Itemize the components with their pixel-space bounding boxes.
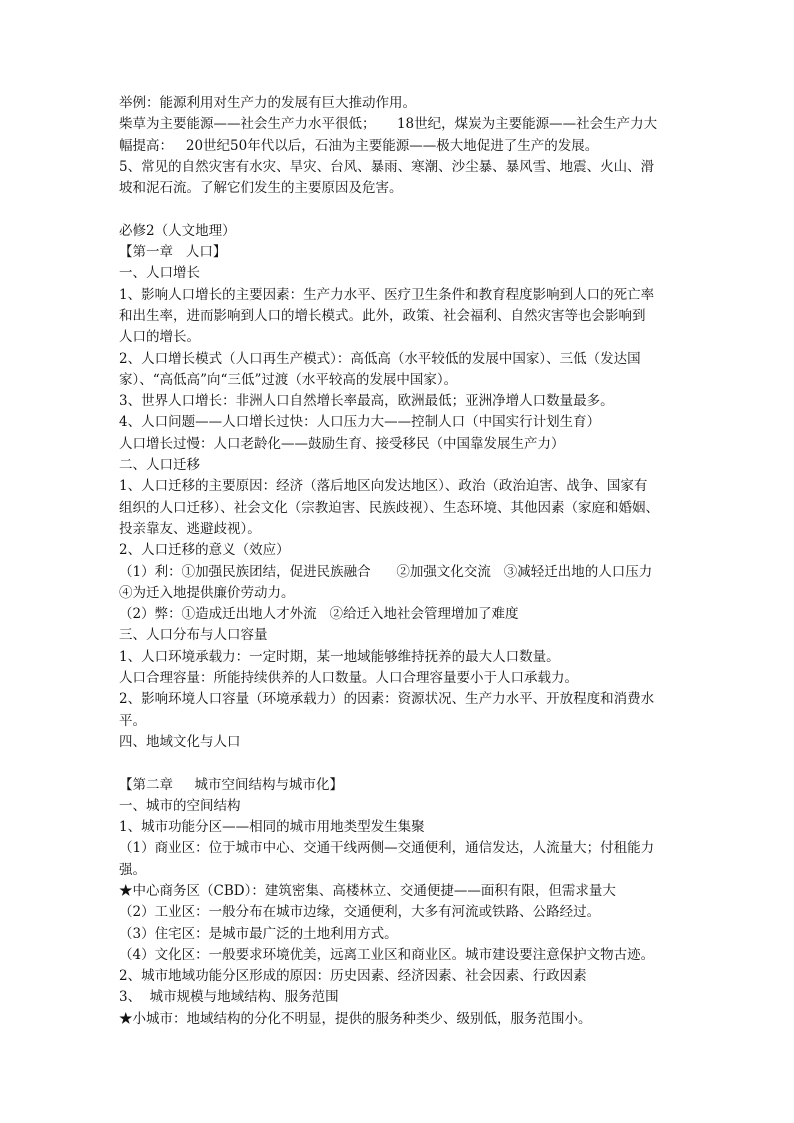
text-line: （3）住宅区：是城市最广泛的土地利用方式。 <box>119 925 398 942</box>
text-line: （1）利：①加强民族团结，促进民族融合 ②加强文化交流 ③减轻迁出地的人口压力 <box>119 563 653 580</box>
text-line: （2）工业区：一般分布在城市边缘，交通便利，大多有河流或铁路、公路经过。 <box>119 904 601 921</box>
subsection-heading: 三、人口分布与人口容量 <box>119 627 268 644</box>
text-line: 坡和泥石流。了解它们发生的主要原因及危害。 <box>119 180 403 197</box>
text-line: 人口的增长。 <box>119 329 200 346</box>
text-line: 4、人口问题——人口增长过快：人口压力大——控制人口（中国实行计划生育） <box>119 414 601 431</box>
text-line: 家）、“高低高”向“三低”过渡（水平较高的发展中国家）。 <box>119 371 458 388</box>
text-line: （2）弊：①造成迁出地人才外流 ②给迁入地社会管理增加了难度 <box>119 606 519 623</box>
section-title: 必修2（人文地理） <box>119 222 236 239</box>
subsection-heading: 一、人口增长 <box>119 265 200 282</box>
text-line: （4）文化区：一般要求环境优美，远离工业区和商业区。城市建设要注意保护文物古迹。 <box>119 946 655 963</box>
text-line: 2、影响环境人口容量（环境承载力）的因素：资源状况、生产力水平、开放程度和消费水 <box>119 691 655 708</box>
chapter-heading: 【第二章 城市空间结构与城市化】 <box>119 776 343 793</box>
text-line: 人口增长过慢：人口老龄化——鼓励生育、接受移民（中国靠发展生产力） <box>119 435 565 452</box>
text-line: 1、影响人口增长的主要因素：生产力水平、医疗卫生条件和教育程度影响到人口的死亡率 <box>119 286 655 303</box>
text-line: 1、城市功能分区——相同的城市用地类型发生集聚 <box>119 819 425 836</box>
text-line: 2、城市地域功能分区形成的原因：历史因素、经济因素、社会因素、行政因素 <box>119 968 587 985</box>
text-line: 和出生率，进而影响到人口的增长模式。此外，政策、社会福利、自然灾害等也会影响到 <box>119 307 646 324</box>
text-line: 1、人口迁移的主要原因：经济（落后地区向发达地区）、政治（政治迫害、战争、国家有 <box>119 478 648 495</box>
blank-line <box>119 199 679 220</box>
text-line: 平。 <box>119 712 146 729</box>
text-line: ★小城市：地域结构的分化不明显，提供的服务种类少、级别低，服务范围小。 <box>119 1010 592 1027</box>
text-line: 3、世界人口增长：非洲人口自然增长率最高，欧洲最低；亚洲净增人口数量最多。 <box>119 393 614 410</box>
text-line: 人口合理容量：所能持续供养的人口数量。人口合理容量要小于人口承载力。 <box>119 670 578 687</box>
text-line: ④为迁入地提供廉价劳动力。 <box>119 584 295 601</box>
text-line: 举例：能源利用对生产力的发展有巨大推动作用。 <box>119 95 416 111</box>
text-line: 3、 城市规模与地域结构、服务范围 <box>119 989 339 1006</box>
subsection-heading: 一、城市的空间结构 <box>119 797 241 814</box>
document-page <box>119 93 679 1030</box>
text-line: 柴草为主要能源——社会生产力水平很低； 18世纪，煤炭为主要能源——社会生产力大 <box>119 116 658 133</box>
text-line: 幅提高： 20世纪50年代以后，石油为主要能源——极大地促进了生产的发展。 <box>119 137 599 154</box>
text-line: 强。 <box>119 861 146 878</box>
text-line: 1、人口环境承载力：一定时期，某一地域能够维持抚养的最大人口数量。 <box>119 648 560 665</box>
text-line: 5、常见的自然灾害有水灾、旱灾、台风、暴雨、寒潮、沙尘暴、暴风雪、地震、火山、滑 <box>119 158 655 175</box>
text-line: 2、人口增长模式（人口再生产模式）：高低高（水平较低的发展中国家）、三低（发达国 <box>119 350 641 367</box>
subsection-heading: 二、人口迁移 <box>119 457 200 474</box>
text-line: 投亲靠友、逃避歧视）。 <box>119 520 261 537</box>
text-line: ★中心商务区（CBD）：建筑密集、高楼林立、交通便捷——面积有限，但需求量大 <box>119 882 616 899</box>
blank-line <box>119 753 679 774</box>
text-line: 2、人口迁移的意义（效应） <box>119 542 290 559</box>
chapter-heading: 【第一章 人口】 <box>119 244 227 261</box>
subsection-heading: 四、地域文化与人口 <box>119 733 241 750</box>
text-line: 组织的人口迁移）、社会文化（宗教迫害、民族歧视）、生态环境、其他因素（家庭和婚姻、 <box>119 499 659 516</box>
text-line: （1）商业区：位于城市中心、交通干线两侧—交通便利，通信发达，人流量大；付租能力 <box>119 840 655 857</box>
